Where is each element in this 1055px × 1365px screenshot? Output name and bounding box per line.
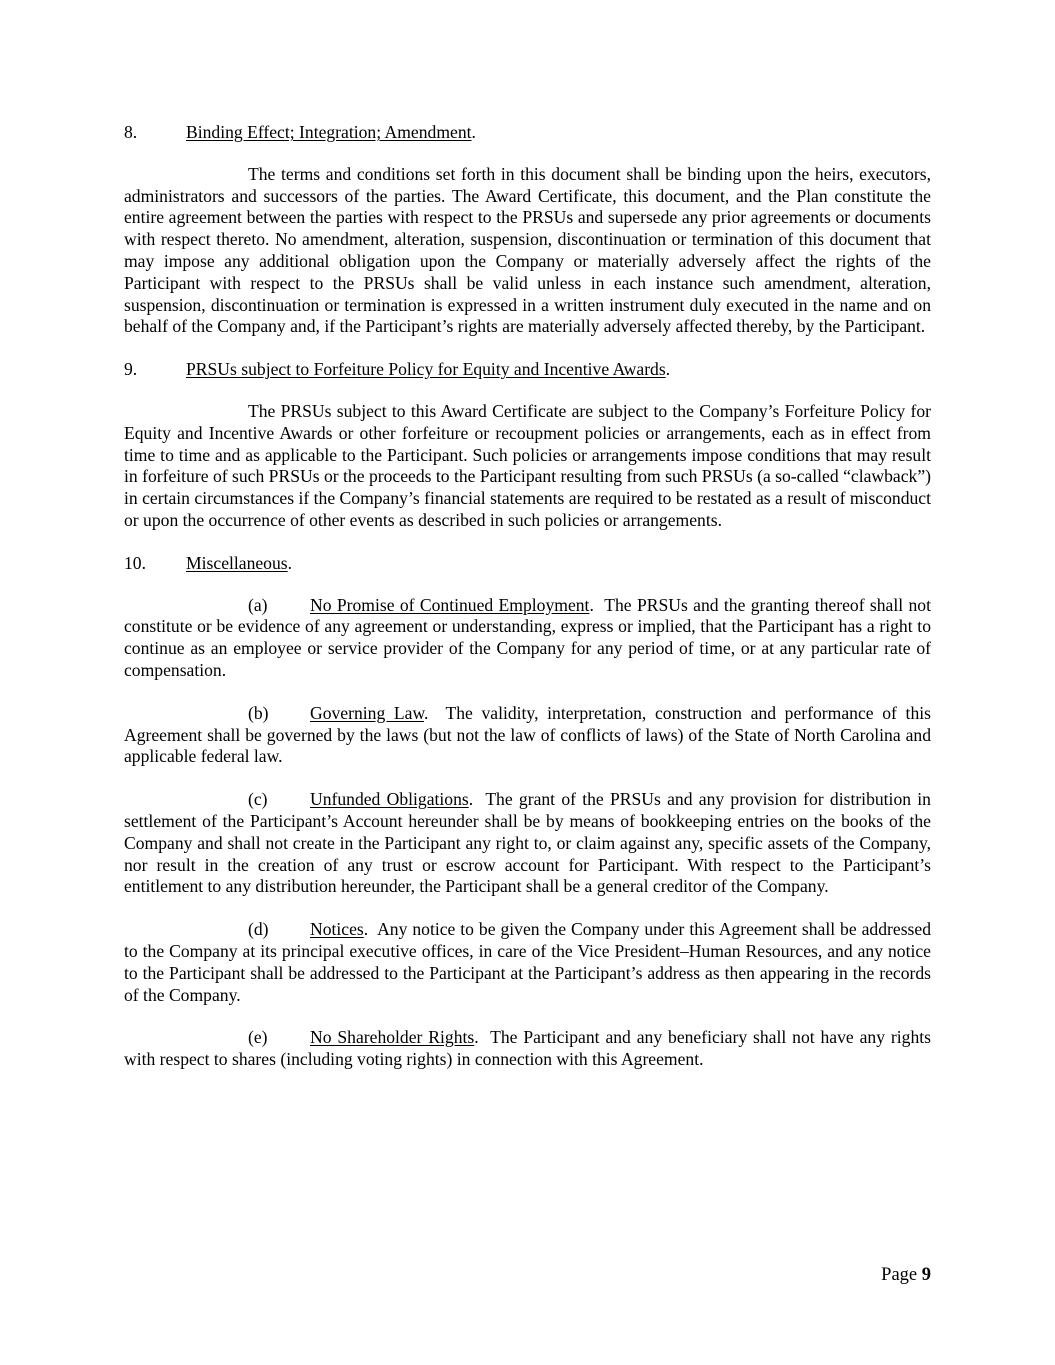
subsection-c: (c) Unfunded Obligations. The grant of the PRSUs and any provision for distribution in settlement of the Participant’s Account hereunder shall be by means of bookkeeping entries on the books of the Company and shall not create in the Participant any right to, or claim against any, specific assets of the Company, nor result in the creation of any trust or escrow account for Participant. With respect to the Participant’s entitlement to any distribution hereunder, the Participant shall be a general creditor of the Company. — [124, 789, 931, 897]
subsection-title: Notices — [310, 919, 364, 940]
subsection-label: (c) — [248, 789, 268, 810]
page-label: Page — [881, 1265, 918, 1285]
subsection-body: The PRSUs and the granting thereof shall not constitute or be evidence of any agreement or understanding, express or implied, that the Participant has a right to continue as an employee or service provider of the Company for any period of time, or at any particular rate of compensation. — [124, 594, 931, 680]
subsection-body: The Participant and any beneficiary shall not have any rights with respect to shares (including voting rights) in connection with this Agreement. — [124, 1027, 931, 1070]
subsection-body: Any notice to be given the Company under this Agreement shall be addressed to the Company at its principal executive offices, in care of the Vice President–Human Resources, and any notice to the Participant shall be addressed to the Participant at the Participant’s address as then appearing in the records of the Company. — [124, 919, 931, 1005]
subsection-title: Unfunded Obligations — [310, 789, 469, 810]
section-8-body: The terms and conditions set forth in this document shall be binding upon the heirs, executors, administrators and successors of the parties. The Award Certificate, this document, and the Plan constitute the entire agreement between the parties with respect to the PRSUs and supersede any prior agreements or documents with respect thereto. No amendment, alteration, suspension, discontinuation or termination of this document that may impose any additional obligation upon the Company or materially adversely affect the rights of the Participant with respect to the PRSUs shall be valid unless in each instance such amendment, alteration, suspension, discontinuation or termination is expressed in a written instrument duly executed in the name and on behalf of the Company and, if the Participant’s rights are materially adversely affected thereby, by the Participant. — [124, 163, 931, 337]
section-number: 10. — [124, 552, 146, 573]
page-number: 9 — [921, 1265, 931, 1285]
subsection-body: The grant of the PRSUs and any provision for distribution in settlement of the Participant’s Account hereunder shall be by means of bookkeeping entries on the books of the Company and shall not create in the Participant any right to, or claim against any, specific assets of the Company, nor result in the creation of any trust or escrow account for Participant. With respect to the Participant’s entitlement to any distribution hereunder, the Participant shall be a general creditor of the Company. — [124, 789, 931, 897]
section-9-body: The PRSUs subject to this Award Certificate are subject to the Company’s Forfeiture Policy for Equity and Incentive Awards or other forfeiture or recoupment policies or arrangements, each as in effect from time to time and as applicable to the Participant. Such policies or arrangements impose conditions that may result in forfeiture of such PRSUs or the proceeds to the Participant resulting from such PRSUs (a so-called “clawback”) in certain circumstances if the Company’s financial statements are required to be restated as a result of misconduct or upon the occurrence of other events as described in such policies or arrangements. — [124, 400, 931, 530]
subsection-label: (a) — [248, 594, 268, 615]
subsection-e: (e) No Shareholder Rights. The Participant and any beneficiary shall not have any rights with respect to shares (including voting rights) in connection with this Agreement. — [124, 1027, 931, 1070]
page-footer — [881, 1264, 931, 1286]
subsection-title: No Promise of Continued Employment — [310, 594, 590, 615]
section-title: Miscellaneous — [186, 552, 288, 573]
document-page — [124, 122, 931, 1092]
section-10-heading: 10. Miscellaneous. — [124, 552, 293, 573]
subsection-body: The validity, interpretation, construction and performance of this Agreement shall be governed by the laws (but not the law of conflicts of laws) of the State of North Carolina and applicable federal law. — [124, 702, 931, 767]
section-number: 9. — [124, 359, 138, 380]
subsection-title: Governing Law — [310, 702, 425, 723]
section-title: PRSUs subject to Forfeiture Policy for Equity and Incentive Awards — [186, 359, 666, 380]
subsection-label: (d) — [248, 919, 269, 940]
subsection-title: No Shareholder Rights — [310, 1027, 475, 1048]
subsection-label: (b) — [248, 702, 269, 723]
section-number: 8. — [124, 122, 138, 142]
section-title: Binding Effect; Integration; Amendment — [186, 122, 472, 142]
section-8-heading: 8. Binding Effect; Integration; Amendment. — [124, 122, 476, 142]
subsection-b: (b) Governing Law. The validity, interpretation, construction and performance of this Agreement shall be governed by the laws (but not the law of conflicts of laws) of the State of North Carolina and applicable federal law. — [124, 702, 931, 767]
subsection-a: (a) No Promise of Continued Employment. The PRSUs and the granting thereof shall not constitute or be evidence of any agreement or understanding, express or implied, that the Participant has a right to continue as an employee or service provider of the Company for any period of time, or at any particular rate of compensation. — [124, 594, 931, 680]
subsection-d: (d) Notices. Any notice to be given the Company under this Agreement shall be addressed to the Company at its principal executive offices, in care of the Vice President–Human Resources, and any notice to the Participant shall be addressed to the Participant at the Participant’s address as then appearing in the records of the Company. — [124, 919, 931, 1005]
subsection-label: (e) — [248, 1027, 268, 1048]
section-9-heading: 9. PRSUs subject to Forfeiture Policy for Equity and Incentive Awards. — [124, 359, 671, 380]
